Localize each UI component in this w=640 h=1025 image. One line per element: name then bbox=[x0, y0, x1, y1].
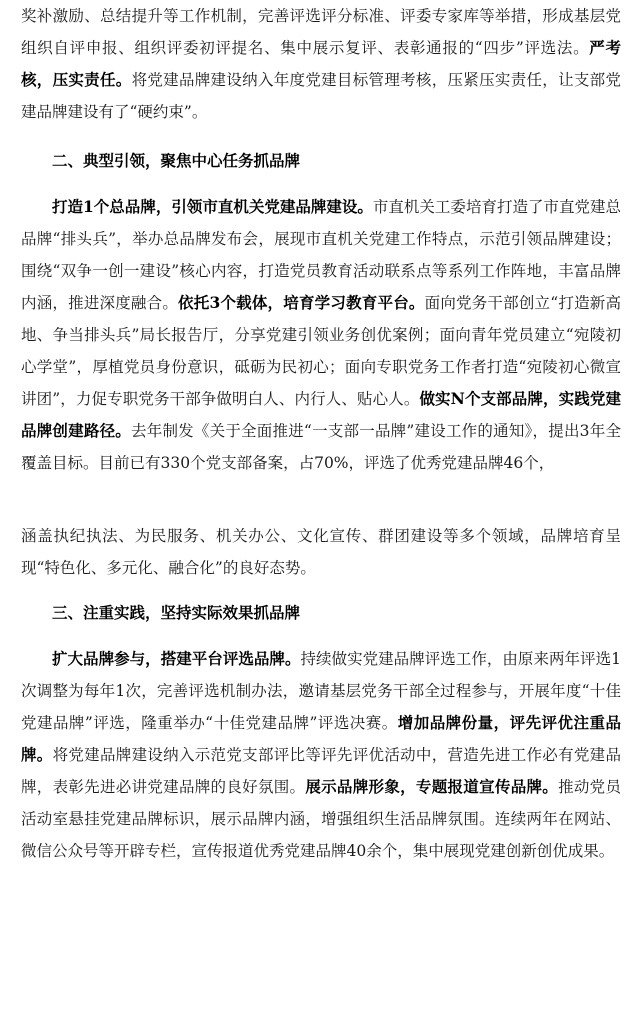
paragraph-typical-guidance bbox=[21, 191, 621, 479]
bold-lead-phrase: 扩大品牌参与，搭建平台评选品牌。 bbox=[52, 649, 301, 668]
paragraph-evaluation-method bbox=[21, 0, 621, 128]
paragraph-brand-coverage bbox=[21, 520, 621, 584]
section-heading-3: 三、注重实践，坚持实际效果抓品牌 bbox=[52, 603, 301, 622]
paragraph-practice-effect bbox=[21, 643, 621, 867]
paragraph-text: 将党建品牌建设纳入示范党支部评比等评先评优活动中，营造先进工作必有党建品牌，表彰先进必讲党建品牌的良好氛围。 bbox=[21, 746, 621, 796]
bold-lead-phrase: 做实N个支部品牌，实践党建品牌创建路径。 bbox=[21, 389, 621, 440]
paragraph-text: 推动党员活动室悬挂党建品牌标识，展示品牌内涵，增强组织生活品牌氛围。连续两年在网站、微信公众号等开辟专栏，宣传报道优秀党建品牌40余个，集中展现党建创新创优成果。 bbox=[21, 778, 621, 860]
bold-lead-phrase: 严考核，压实责任。 bbox=[21, 38, 621, 89]
bold-lead-phrase: 依托3个载体，培育学习教育平台。 bbox=[178, 293, 425, 312]
paragraph-text: 将党建品牌建设纳入年度党建目标管理考核，压紧压实责任，让支部党建品牌建设有了“硬约束”。 bbox=[21, 71, 621, 121]
bold-lead-phrase: 展示品牌形象，专题报道宣传品牌。 bbox=[305, 777, 559, 796]
paragraph-text: 持续做实党建品牌评选工作，由原来两年评选1次调整为每年1次，完善评选机制办法，邀请基层党务干部全过程参与，开展年度“十佳党建品牌”评选，隆重举办“十佳党建品牌”评选决赛。 bbox=[21, 650, 621, 732]
paragraph-text: 面向党务干部创立“打造新高地、争当排头兵”局长报告厅，分享党建引领业务创优案例；面向青年党员建立“宛陵初心学堂”，厚植党员身份意识，砥砺为民初心；面向专职党务工作者打造“宛陵初心微宣讲团”，力促专职党务干部争做明白人、内行人、贴心人。 bbox=[21, 294, 621, 408]
bold-lead-phrase: 打造1个总品牌，引领市直机关党建品牌建设。 bbox=[52, 197, 373, 216]
section-heading-2: 二、典型引领，聚焦中心任务抓品牌 bbox=[52, 151, 301, 170]
paragraph-text: 市直机关工委培育打造了市直党建总品牌“排头兵”，举办总品牌发布会，展现市直机关党建工作特点，示范引领品牌建设；围绕“双争一创一建设”核心内容，打造党员教育活动联系点等系列工作阵地，丰富品牌内涵，推进深度融合。 bbox=[21, 198, 621, 312]
paragraph-text: 去年制发《关于全面推进“一支部一品牌”建设工作的通知》，提出3年全覆盖目标。目前已有330个党支部备案，占70%，评选了优秀党建品牌46个， bbox=[21, 422, 621, 472]
bold-lead-phrase: 增加品牌份量，评先评优注重品牌。 bbox=[21, 713, 621, 764]
paragraph-text: 奖补激励、总结提升等工作机制，完善评选评分标准、评委专家库等举措，形成基层党组织自评申报、组织评委初评提名、集中展示复评、表彰通报的“四步”评选法。 bbox=[21, 7, 621, 57]
paragraph-text: 涵盖执纪执法、为民服务、机关办公、文化宣传、群团建设等多个领域，品牌培育呈现“特色化、多元化、融合化”的良好态势。 bbox=[21, 527, 621, 577]
